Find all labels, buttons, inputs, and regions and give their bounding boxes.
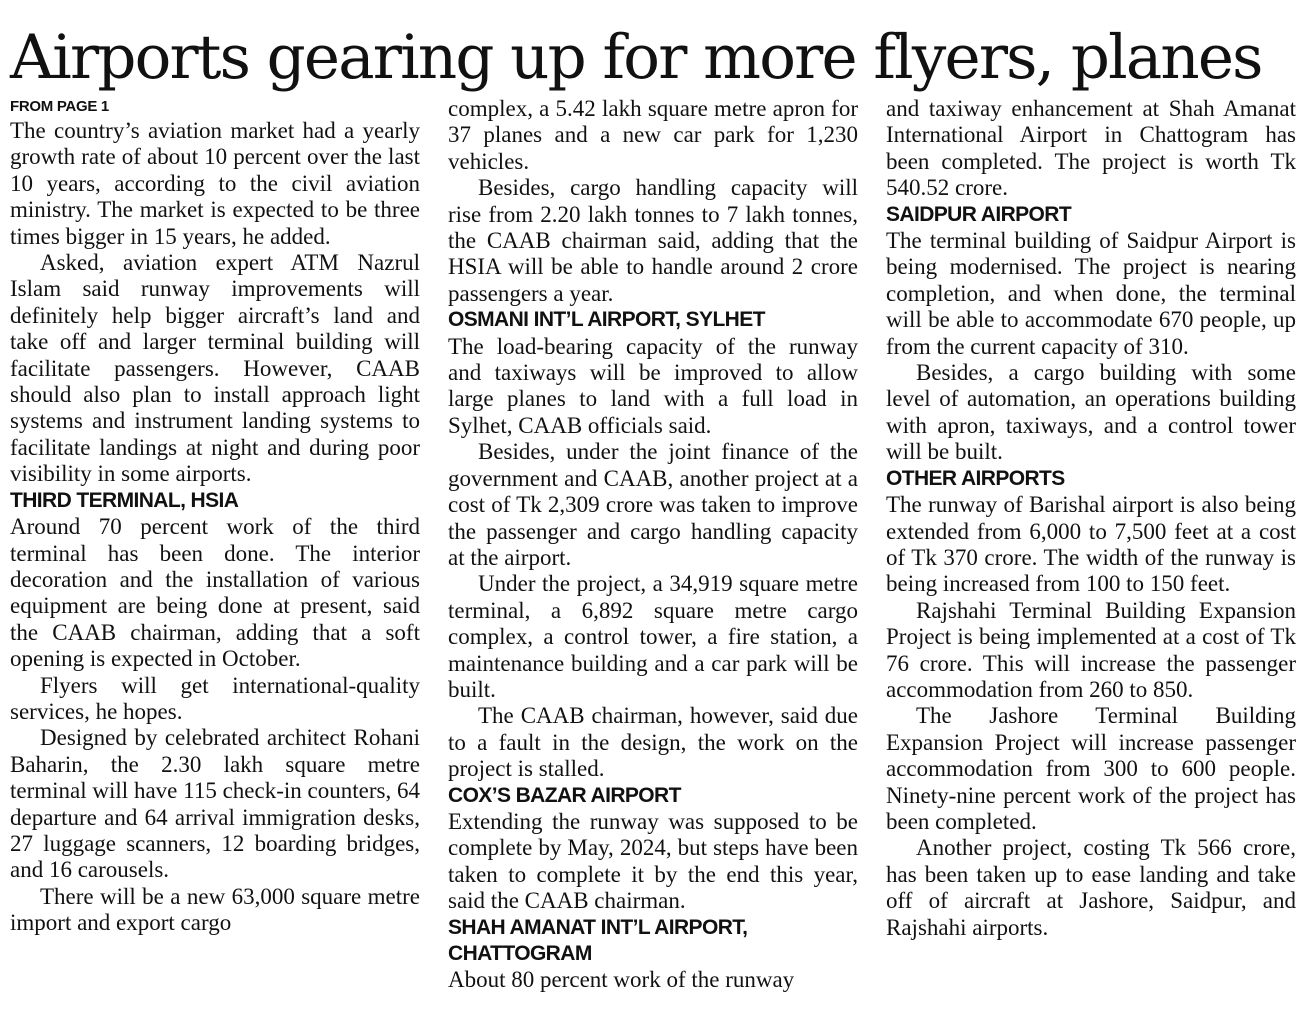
paragraph: Another project, costing Tk 566 crore, has been taken up to ease landing and take off of aircraft at Jashore, Saidpur, and Rajshahi airports. [886, 835, 1296, 940]
paragraph: Besides, under the joint finance of the government and CAAB, another project at a cost of Tk 2,309 crore was taken to improve the passenger and cargo handling capacity at the airport. [448, 439, 858, 570]
subhead-third-terminal: THIRD TERMINAL, HSIA [10, 488, 239, 512]
paragraph: About 80 percent work of the runway [448, 967, 795, 993]
subhead-osmani-airport: OSMANI INT’L AIRPORT, SYLHET [448, 308, 765, 332]
paragraph: Flyers will get international-quality services, he hopes. [10, 672, 420, 724]
paragraph: Designed by celebrated architect Rohani Baharin, the 2.30 lakh square metre terminal will have 115 check-in counters, 64 departure and 64 arrival immigration desks, 27 luggage scanners, 12 boarding bridges, and 16 carousels. [10, 725, 420, 883]
paragraph: complex, a 5.42 lakh square metre apron for 37 planes and a new car park for 1,230 vehicles. [448, 96, 858, 174]
paragraph: Besides, a cargo building with some level of automation, an operations building with apron, taxiways, and a control tower will be built. [886, 360, 1296, 465]
subhead-saidpur-airport: SAIDPUR AIRPORT [886, 202, 1072, 226]
paragraph: Asked, aviation expert ATM Nazrul Islam said runway improvements will definitely help bigger aircraft’s land and take off and larger terminal building will facilitate passengers. However, CAAB should also plan to install approach light systems and instrument landing systems to facilitate landings at night and during poor visibility in some airports. [10, 250, 420, 487]
paragraph: and taxiway enhancement at Shah Amanat International Airport in Chattogram has been completed. The project is worth Tk 540.52 crore. [886, 96, 1296, 201]
paragraph: Besides, cargo handling capacity will rise from 2.20 lakh tonnes to 7 lakh tonnes, the CAAB chairman said, adding that the HSIA will be able to handle around 2 crore passengers a year. [448, 175, 858, 306]
headline: Airports gearing up for more flyers, planes [10, 22, 1262, 93]
paragraph: Under the project, a 34,919 square metre terminal, a 6,892 square metre cargo complex, a control tower, a fire station, a maintenance building and a car park will be built. [448, 571, 858, 702]
paragraph: The Jashore Terminal Building Expansion Project will increase passenger accommodation from 300 to 600 people. Ninety-nine percent work of the project has been completed. [886, 703, 1296, 834]
paragraph: Rajshahi Terminal Building Expansion Project is being implemented at a cost of Tk 76 crore. This will increase the passenger accommodation from 260 to 850. [886, 597, 1296, 702]
paragraph: The CAAB chairman, however, said due to a fault in the design, the work on the project is stalled. [448, 703, 858, 782]
paragraph: Extending the runway was supposed to be complete by May, 2024, but steps have been taken to complete it by the end this year, said the CAAB chairman. [448, 808, 858, 914]
paragraph: There will be a new 63,000 square metre import and export cargo [10, 883, 420, 936]
column-2 [448, 96, 858, 1026]
subhead-other-airports: OTHER AIRPORTS [886, 466, 1065, 490]
continuation-kicker: FROM PAGE 1 [10, 98, 109, 115]
paragraph: The runway of Barishal airport is also being extended from 6,000 to 7,500 feet at a cost of Tk 370 crore. The width of the runway is being increased from 100 to 150 feet. [886, 492, 1296, 597]
paragraph: The country’s aviation market had a yearly growth rate of about 10 percent over the last 10 years, according to the civil aviation ministry. The market is expected to be three times bigger in 15 years, he added. [10, 118, 420, 249]
paragraph: The load-bearing capacity of the runway and taxiways will be improved to allow large planes to land with a full load in Sylhet, CAAB officials said. [448, 333, 858, 438]
paragraph: Around 70 percent work of the third terminal has been done. The interior decoration and the installation of various equipment are being done at present, said the CAAB chairman, adding that a soft opening is expected in October. [10, 514, 420, 672]
column-1 [10, 96, 420, 1026]
paragraph: The terminal building of Saidpur Airport is being modernised. The project is nearing completion, and when done, the terminal will be able to accommodate 670 people, up from the current capacity of 310. [886, 228, 1296, 359]
subhead-chattogram: CHATTOGRAM [448, 942, 592, 965]
subhead-coxs-bazar-airport: COX’S BAZAR AIRPORT [448, 783, 681, 807]
subhead-shah-amanat-airport: SHAH AMANAT INT’L AIRPORT, [448, 915, 748, 939]
column-3 [886, 96, 1296, 1026]
